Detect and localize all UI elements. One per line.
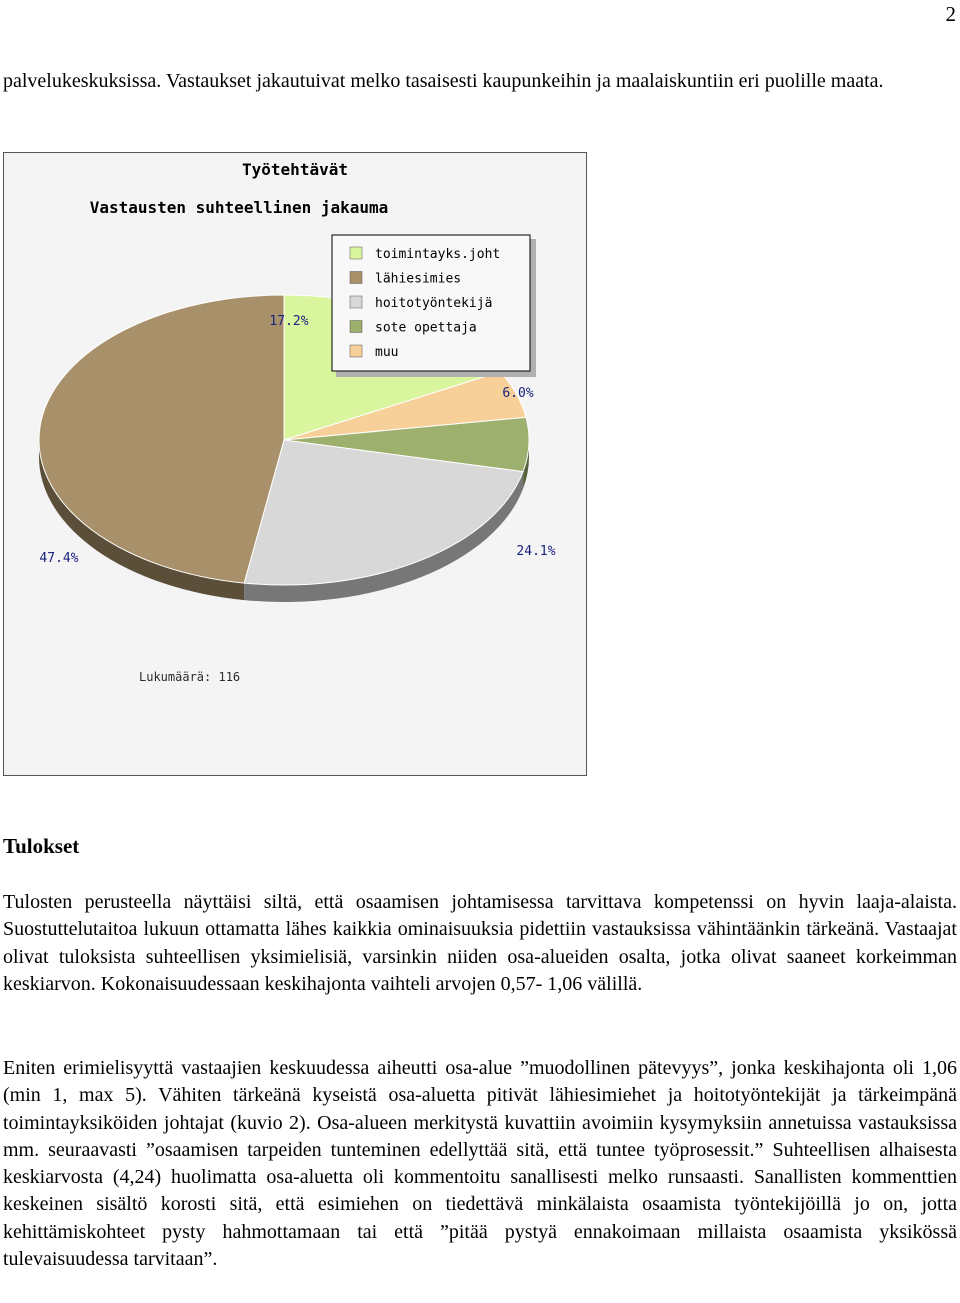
pie-chart-svg — [4, 153, 586, 775]
results-paragraph-1: Tulosten perusteella näyttäisi siltä, että osaamisen johtamisessa tarvittava kompetenssi on hyvin laaja-alaista. Suostuttelutaitoa lukuun ottamatta lähes kaikkia ominaisuuksia pidettiin vastauksissa vähintäänkin tärkeänä. Vastaajat olivat tuloksista suhteellisen yksimielisiä, varsinkin niiden osa-alueiden osalta, jotka olivat saaneet korkeimman keskiarvon. Kokonaisuudessaan keskihajonta vaihteli arvojen 0,57- 1,06 välillä. — [3, 891, 957, 995]
results-heading: Tulokset — [3, 834, 80, 858]
count-label: Lukumäärä: 116 — [139, 670, 241, 684]
legend-label: muu — [375, 345, 399, 360]
legend-swatch — [350, 321, 362, 333]
results-paragraph-2: Eniten erimielisyyttä vastaajien keskuudessa aiheutti osa-alue ”muodollinen pätevyys”, jonka keskihajonta oli 1,06 (min 1, max 5). Vähiten tärkeänä kyseistä osa-aluetta pitivät lähiesimiehet ja hoitotyöntekijät ja tärkeimpänä toimintayksiköiden johtajat (kuvio 2). Osa-alueen merkitystä kuvattiin avoimiin kysymyksiin annetuissa vastauksissa mm. seuraavasti ”osaamisen tarpeiden tunteminen edellyttää sitä, että tuntee työprosessit.” Suhteellisen alhaisesta keskiarvosta (4,24) huolimatta osa-aluetta oli kommentoitu sanallisesti melko runsaasti. Sanallisten kommenttien keskeinen sisältö korosti sitä, että esimiehen on tiedettävä minkälaista osaamista työntekijöillä jo on, jotta kehittämiskohteet pysty hahmottamaan tai että ”pitää pystyä ennakoimaan millaista osaamista yksikössä tulevaisuudessa tarvitaan”. — [3, 1057, 957, 1271]
legend-label: sote opettaja — [375, 320, 477, 336]
chart-legend — [332, 235, 536, 377]
slice-label: 47.4% — [39, 551, 79, 566]
slice-label: 24.1% — [516, 544, 556, 559]
legend-swatch — [350, 247, 362, 259]
intro-paragraph: palvelukeskuksissa. Vastaukset jakautuivat melko tasaisesti kaupunkeihin ja maalaiskuntiin eri puolille maata. — [3, 70, 884, 92]
chart-title: Työtehtävät — [242, 160, 348, 179]
legend-label: toimintayks.joht — [375, 247, 501, 262]
slice-label: 17.2% — [269, 314, 309, 329]
pie-slice — [39, 295, 284, 583]
legend-swatch — [350, 272, 362, 284]
pie-chart-figure — [3, 152, 587, 776]
page-number: 2 — [945, 2, 956, 26]
slice-label: 6.0% — [502, 386, 534, 401]
legend-swatch — [350, 345, 362, 357]
legend-label: hoitotyöntekijä — [375, 296, 493, 311]
chart-subtitle: Vastausten suhteellinen jakauma — [89, 198, 389, 217]
legend-label: lähiesimies — [375, 271, 462, 287]
legend-swatch — [350, 296, 362, 308]
